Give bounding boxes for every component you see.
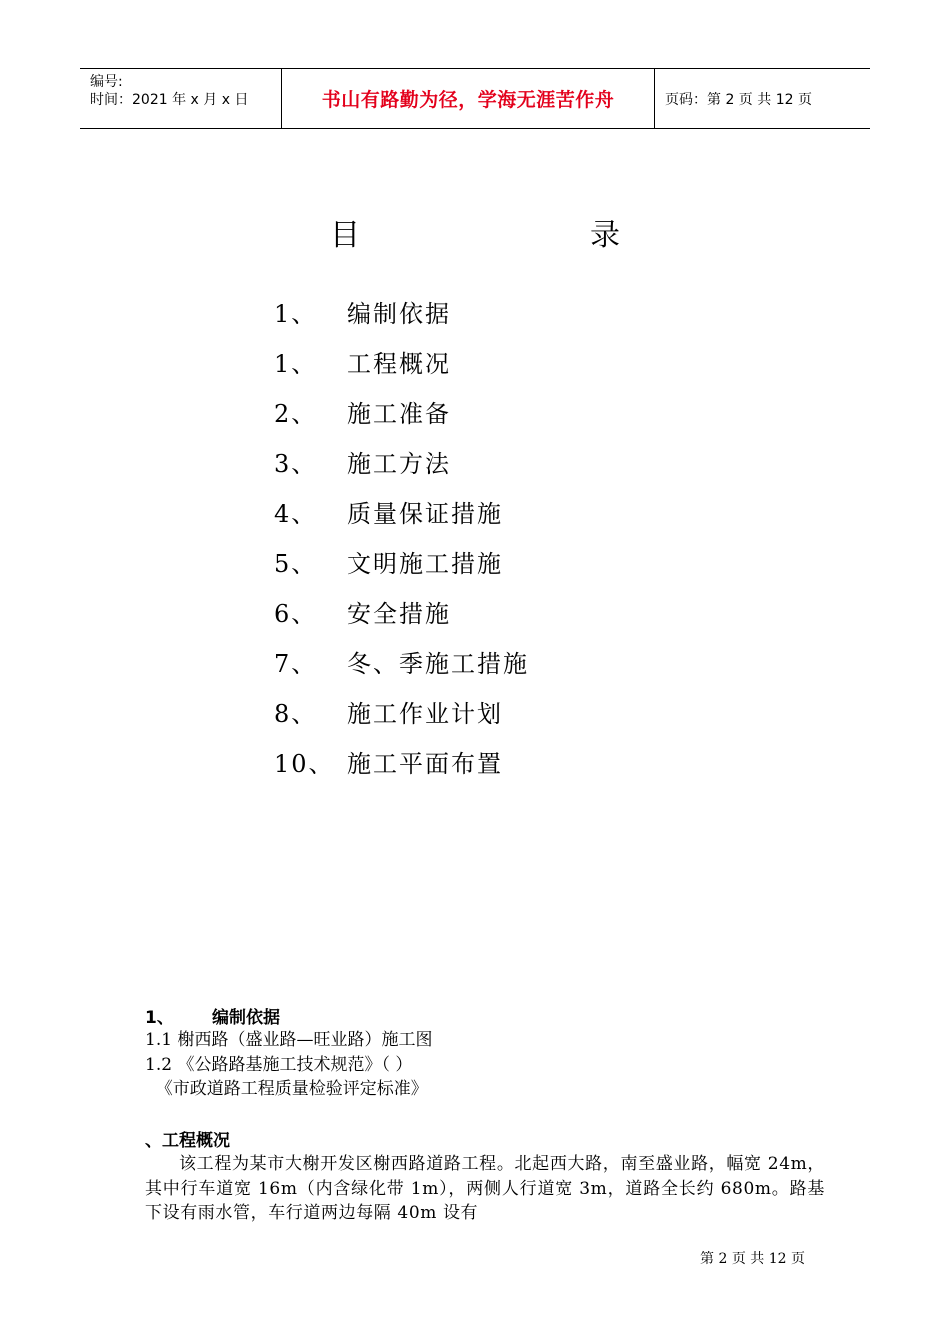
header-page-cell <box>655 69 870 128</box>
header-table <box>80 68 870 129</box>
section2-content <box>145 1152 825 1226</box>
section2-paragraph: 该工程为某市大榭开发区榭西路道路工程。北起西大路，南至盛业路，幅宽 24m，其中行车道宽 16m（内含绿化带 1m），两侧人行道宽 3m，道路全长约 680m。路基下设有雨水管，车行道两边每隔 40m 设有 <box>145 1154 825 1223</box>
toc-item <box>274 286 529 336</box>
section2-title: 、工程概况 <box>145 1131 230 1151</box>
toc-item <box>274 686 529 736</box>
toc-item-number: 6、 <box>274 599 318 628</box>
toc-item-number: 1、 <box>274 349 318 378</box>
header-info-cell <box>80 69 282 128</box>
toc-item-text: 编制依据 <box>347 299 451 328</box>
toc-item-text: 质量保证措施 <box>347 499 503 528</box>
toc-item-number: 3、 <box>274 449 318 478</box>
toc-item-text: 安全措施 <box>347 599 451 628</box>
toc-item <box>274 486 529 536</box>
toc-item-number: 10、 <box>274 749 335 778</box>
page-info: 页码：第 2 页 共 12 页 <box>665 91 812 108</box>
toc-item <box>274 636 529 686</box>
serial-label: 编号: <box>90 74 123 90</box>
toc-item-number: 1、 <box>274 299 318 328</box>
toc-item <box>274 386 529 436</box>
toc-title-left: 目 <box>330 218 360 253</box>
toc-item-text: 文明施工措施 <box>347 549 503 578</box>
section1-heading <box>145 1003 280 1028</box>
section1-line: 《市政道路工程质量检验评定标准》 <box>145 1079 428 1099</box>
section1-title: 编制依据 <box>212 1008 280 1028</box>
toc-item <box>274 736 529 786</box>
toc-item-number: 8、 <box>274 699 318 728</box>
toc-title <box>0 210 950 253</box>
toc-title-right: 录 <box>590 218 620 253</box>
header-motto-cell <box>282 69 655 128</box>
toc-item-text: 工程概况 <box>347 349 451 378</box>
section1-content <box>145 1028 825 1102</box>
toc-item <box>274 586 529 636</box>
toc-list <box>274 286 529 786</box>
toc-item <box>274 336 529 386</box>
section1-line: 1.2 《公路路基施工技术规范》（ ） <box>145 1054 413 1075</box>
toc-item-number: 2、 <box>274 399 318 428</box>
toc-item-number: 4、 <box>274 499 318 528</box>
page-footer: 第 2 页 共 12 页 <box>700 1251 805 1267</box>
time-label: 时间：2021 年 x 月 x 日 <box>90 92 249 108</box>
toc-item-number: 7、 <box>274 649 318 678</box>
toc-item <box>274 536 529 586</box>
toc-item-number: 5、 <box>274 549 318 578</box>
motto-text: 书山有路勤为径，学海无涯苦作舟 <box>321 89 615 111</box>
toc-item-text: 施工作业计划 <box>347 699 503 728</box>
toc-item <box>274 436 529 486</box>
section1-line: 1.1 榭西路（盛业路—旺业路）施工图 <box>145 1030 433 1050</box>
toc-item-text: 冬、季施工措施 <box>347 649 529 678</box>
toc-item-text: 施工准备 <box>347 399 451 428</box>
section1-number: 1、 <box>145 1008 174 1028</box>
toc-item-text: 施工方法 <box>347 449 451 478</box>
toc-item-text: 施工平面布置 <box>347 749 503 778</box>
